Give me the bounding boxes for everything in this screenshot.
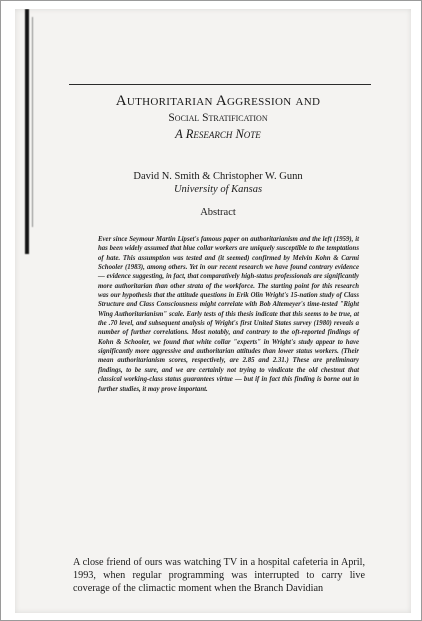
author-block [55,170,381,196]
title-rule [69,84,371,85]
scanned-page [15,9,411,613]
abstract-heading: Abstract [200,207,236,218]
binding-edge [32,17,33,227]
title-block [55,91,381,142]
body-paragraph: A close friend of ours was watching TV in a hospital cafeteria in April, 1993, when regular programming was interrupted to carry live coverage of the climactic moment when the Branch Davidian [73,557,365,594]
authors: David N. Smith & Christopher W. Gunn [133,171,303,182]
paper-note-label: A Research Note [175,127,261,141]
paper-subtitle: Social Stratification [168,112,268,124]
abstract-text: Ever since Seymour Martin Lipset's famous paper on authoritarianism and the left (1959), it has been widely assumed that blue collar workers are uniquely susceptible to the temptations of hate. This assumption was tested and (it seemed) confirmed by Melvin Kohn & Carmi Schooler (1983), among others. Yet in our recent research we have found contrary evidence — evidence suggesting, in fact, that comparatively high-status professionals are significantly more authoritarian than other strata of the workforce. The starting point for this research was our hypothesis that the attitude questions in Erik Olin Wright's 15-nation study of Class Structure and Class Consciousness might correlate with Bob Altemeyer's time-tested "Right Wing Authoritarianism" scale. Early tests of this thesis indicate that this seems to be true, at the .70 level, and subsequent analysis of Wright's first United States survey (1980) reveals a number of further correlations. Most notably, and contrary to the oft-reported findings of Kohn & Schooler, we found that white collar "experts" in Wright's study appear to have significantly more aggressive and authoritarian attitudes than lower status workers. (Their mean authoritarianism scores, respectively, are 2.85 and 2.31.) These are preliminary findings, to be sure, and we are certainly not trying to vindicate the old chestnut that classical working-class status guarantees virtue — but if in fact this finding is borne out in further studies, it may prove important. [98,236,359,393]
affiliation: University of Kansas [173,184,263,195]
paper-title: Authoritarian Aggression and [115,93,321,109]
binding-shadow [25,9,29,254]
